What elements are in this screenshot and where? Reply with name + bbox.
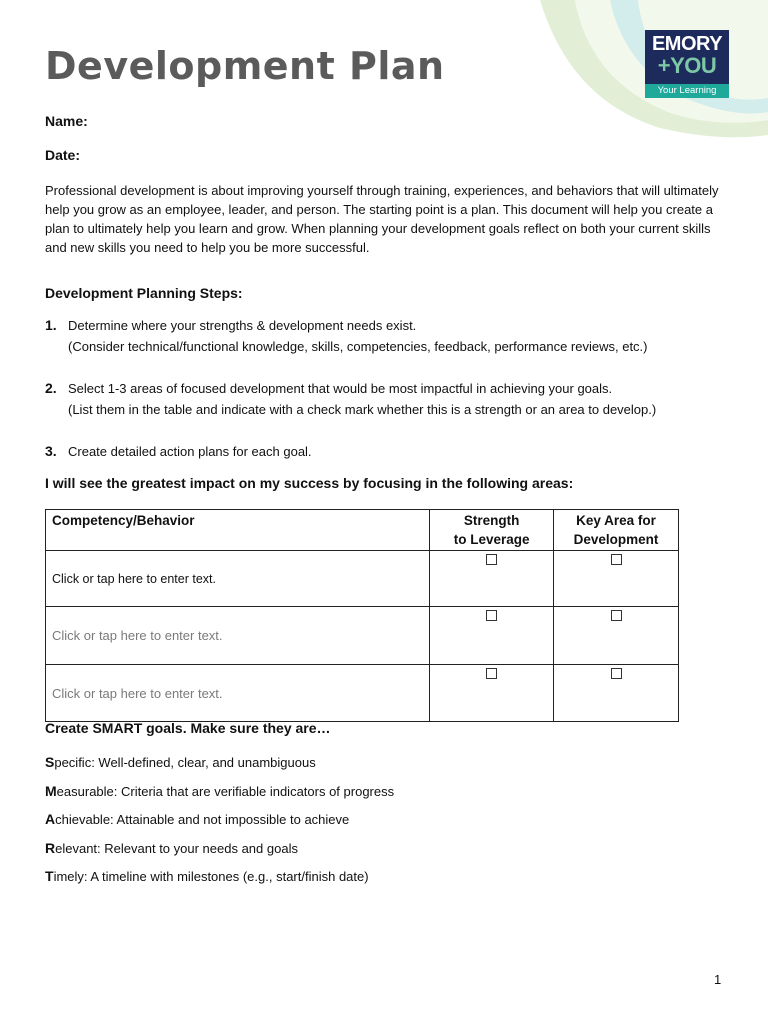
step-number: 3. <box>45 443 57 459</box>
competency-input[interactable]: Click or tap here to enter text. <box>46 551 430 607</box>
smart-letter: T <box>45 868 54 884</box>
steps-heading: Development Planning Steps: <box>45 285 243 301</box>
header-strength-line1: Strength <box>463 513 520 528</box>
page-number: 1 <box>714 972 722 987</box>
development-checkbox[interactable] <box>611 668 622 679</box>
logo-line-you: +YOU <box>657 53 717 78</box>
strength-cell <box>430 607 554 665</box>
step-note: (Consider technical/functional knowledge, skills, competencies, feedback, performance reviews, etc.) <box>68 339 648 354</box>
competency-input[interactable]: Click or tap here to enter text. <box>46 665 430 722</box>
strength-cell <box>430 665 554 722</box>
intro-paragraph: Professional development is about improving yourself through training, experiences, and behaviors that will ultimately help you grow as an employee, leader, and person. The starting point is a plan. This document will help you create a plan to ultimately help you learn and grow. When planning your development goals reflect on both your current skills and new skills you need to help you be more successful. <box>45 183 719 255</box>
smart-text: easurable: Criteria that are verifiable indicators of progress <box>56 784 395 799</box>
smart-timely <box>45 868 369 884</box>
step-note: (List them in the table and indicate with a check mark whether this is a strength or an area to develop.) <box>68 402 657 417</box>
smart-specific <box>45 754 316 770</box>
header-key-area-line1: Key Area for <box>576 513 656 528</box>
step-1 <box>45 315 648 357</box>
strength-checkbox[interactable] <box>486 610 497 621</box>
strength-cell <box>430 551 554 607</box>
smart-letter: R <box>45 840 56 856</box>
table-row <box>46 607 679 665</box>
smart-heading: Create SMART goals. Make sure they are… <box>45 720 331 736</box>
competency-input[interactable]: Click or tap here to enter text. <box>46 607 430 665</box>
development-cell <box>554 607 679 665</box>
step-text: Create detailed action plans for each goal. <box>68 444 312 459</box>
table-header-row <box>46 510 679 551</box>
step-number: 1. <box>45 317 57 333</box>
logo-line-emory: EMORY <box>651 33 723 55</box>
header-key-area <box>554 510 679 551</box>
smart-text: chievable: Attainable and not impossible to achieve <box>55 812 350 827</box>
logo-tagline: Your Learning <box>645 84 729 98</box>
page-title: Development Plan <box>45 44 445 88</box>
date-label: Date: <box>45 147 81 163</box>
smart-letter: M <box>45 783 57 799</box>
smart-letter: A <box>45 811 56 827</box>
step-text: Determine where your strengths & development needs exist. <box>68 318 417 333</box>
smart-text: elevant: Relevant to your needs and goals <box>55 841 298 856</box>
strength-checkbox[interactable] <box>486 554 497 565</box>
impact-heading: I will see the greatest impact on my success by focusing in the following areas: <box>45 475 574 491</box>
step-number: 2. <box>45 380 57 396</box>
development-checkbox[interactable] <box>611 554 622 565</box>
emory-you-logo <box>645 30 729 98</box>
header-key-area-line2: Development <box>573 532 659 547</box>
smart-text: imely: A timeline with milestones (e.g., start/finish date) <box>53 869 369 884</box>
header-strength-line2: to Leverage <box>453 532 530 547</box>
smart-letter: S <box>45 754 55 770</box>
table-row <box>46 665 679 722</box>
smart-relevant <box>45 840 298 856</box>
name-label: Name: <box>45 113 88 129</box>
smart-text: pecific: Well-defined, clear, and unambiguous <box>54 755 316 770</box>
focus-areas-table <box>45 509 679 722</box>
step-text: Select 1-3 areas of focused development that would be most impactful in achieving your goals. <box>68 381 613 396</box>
header-strength <box>430 510 554 551</box>
table-row <box>46 551 679 607</box>
development-checkbox[interactable] <box>611 610 622 621</box>
strength-checkbox[interactable] <box>486 668 497 679</box>
development-cell <box>554 551 679 607</box>
step-3 <box>45 441 312 462</box>
smart-achievable <box>45 811 349 827</box>
development-cell <box>554 665 679 722</box>
step-2 <box>45 378 656 420</box>
smart-measurable <box>45 783 394 799</box>
header-competency: Competency/Behavior <box>46 510 430 551</box>
